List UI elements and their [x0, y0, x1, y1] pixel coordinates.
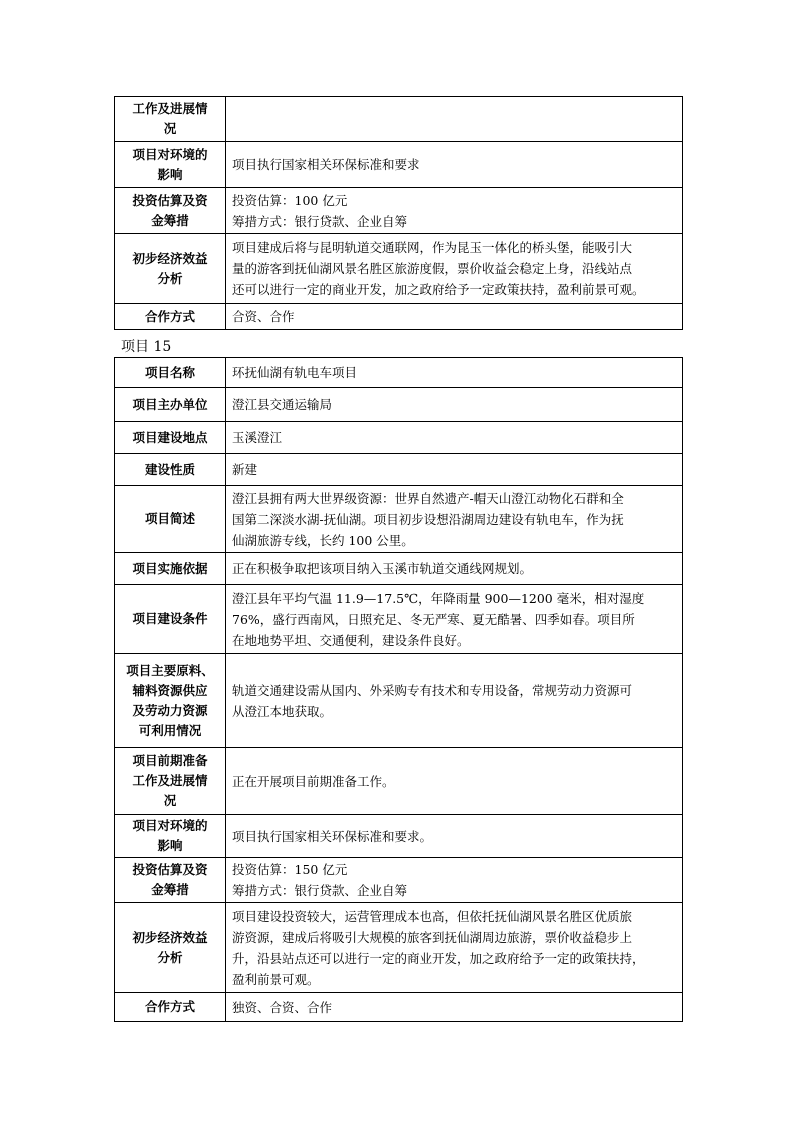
row-label-line: 金筹措: [151, 882, 189, 897]
table-row: [115, 486, 683, 553]
row-label: [115, 553, 226, 585]
row-value-line: 还可以进行一定的商业开发，加之政府给予一定政策扶持，盈利前景可观。: [232, 282, 645, 297]
row-value-line: 环抚仙湖有轨电车项目: [232, 365, 358, 380]
row-value: [226, 97, 683, 142]
row-value: [226, 654, 683, 748]
table-row: [115, 748, 683, 815]
row-value-line: 在地地势平坦、交通便利，建设条件良好。: [232, 632, 470, 648]
row-value: [226, 142, 683, 188]
row-value-line: 澄江县交通运输局: [232, 397, 333, 412]
row-label: [115, 993, 226, 1022]
row-label-line: 建设性质: [144, 461, 195, 477]
row-value-line: 项目建设投资较大，运营管理成本也高，但依托抚仙湖风景名胜区优质旅: [232, 908, 633, 924]
row-label-line: 项目对环境的: [132, 146, 208, 162]
row-label-line: 项目主要原料、: [126, 662, 214, 678]
table-row: [115, 142, 683, 188]
row-value-line: 正在积极争取把该项目纳入玉溪市轨道交通线网规划。: [232, 561, 533, 576]
row-value-line: 澄江县拥有两大世界级资源：世界自然遗产-帽天山澄江动物化石群和全: [232, 490, 624, 506]
row-value-line: 项目建成后将与昆明轨道交通联网，作为昆玉一体化的桥头堡，能吸引大: [232, 240, 633, 255]
row-value-line: 正在开展项目前期准备工作。: [232, 773, 395, 789]
row-label: [115, 358, 226, 388]
row-label-line: 初步经济效益: [132, 250, 208, 266]
row-label-line: 项目名称: [144, 364, 195, 380]
table-row: [115, 97, 683, 142]
table-row: [115, 993, 683, 1022]
row-value: [226, 388, 683, 422]
row-value-line: 量的游客到抚仙湖风景名胜区旅游度假，票价收益会稳定上身，沿线站点: [232, 261, 633, 276]
row-value: [226, 358, 683, 388]
row-label-line: 况: [163, 793, 177, 808]
row-value-line: 筹措方式：银行贷款、企业自筹: [232, 883, 408, 898]
row-value-line: 澄江县年平均气温 11.9—17.5℃，年降雨量 900—1200 毫米，相对湿度: [232, 590, 645, 606]
row-value: [226, 486, 683, 553]
row-label-line: 分析: [157, 949, 183, 965]
table-row: [115, 358, 683, 388]
row-value: [226, 748, 683, 815]
table-row: [115, 454, 683, 486]
row-value: [226, 815, 683, 858]
project-15-table: [114, 357, 683, 1022]
row-value-line: 新建: [232, 462, 258, 477]
row-label-line: 工作及进展情: [132, 773, 208, 788]
table-row: [115, 388, 683, 422]
row-label: [115, 903, 226, 993]
row-value-line: 筹措方式：银行贷款、企业自筹: [232, 213, 408, 229]
row-value-line: 仙湖旅游专线，长约 100 公里。: [232, 532, 414, 548]
row-value-line: 合资、合作: [232, 309, 295, 324]
row-label-line: 影响: [157, 166, 183, 182]
row-label-line: 合作方式: [144, 308, 195, 324]
row-value: [226, 553, 683, 585]
row-label-line: 项目建设地点: [132, 429, 208, 445]
row-label-line: 项目前期准备: [132, 753, 208, 768]
row-label: [115, 97, 226, 142]
row-value-line: 76%，盛行西南风，日照充足、冬无严寒、夏无酷暑、四季如春。项目所: [232, 611, 635, 627]
row-label: [115, 858, 226, 903]
row-label: [115, 422, 226, 454]
table-row: [115, 304, 683, 330]
row-value-line: 从澄江本地获取。: [232, 703, 333, 719]
row-label: [115, 388, 226, 422]
row-label-line: 及劳动力资源: [132, 702, 208, 718]
row-label: [115, 234, 226, 304]
row-value: [226, 188, 683, 234]
row-label-line: 项目建设条件: [132, 611, 208, 626]
row-value: [226, 858, 683, 903]
row-value: [226, 304, 683, 330]
row-label-line: 可利用情况: [138, 722, 202, 738]
table-row: [115, 903, 683, 993]
row-label-line: 项目简述: [144, 511, 195, 526]
row-value-line: 国第二深淡水湖-抚仙湖。项目初步设想沿湖周边建设有轨电车，作为抚: [232, 511, 624, 527]
row-label: [115, 142, 226, 188]
row-label: [115, 748, 226, 815]
table-row: [115, 422, 683, 454]
row-label: [115, 486, 226, 553]
row-label-line: 项目对环境的: [132, 818, 208, 833]
table-row: [115, 815, 683, 858]
row-value-line: 独资、合资、合作: [232, 999, 333, 1015]
row-label: [115, 454, 226, 486]
row-label-line: 项目主办单位: [132, 396, 208, 412]
table-row: [115, 234, 683, 304]
table-row: [115, 585, 683, 654]
row-label-line: 分析: [157, 270, 183, 286]
row-label-line: 初步经济效益: [132, 929, 208, 945]
row-value-line: 项目执行国家相关环保标准和要求。: [232, 828, 433, 844]
table-row: [115, 553, 683, 585]
row-label: [115, 815, 226, 858]
row-value-line: 玉溪澄江: [232, 430, 283, 445]
row-label-line: 影响: [157, 838, 183, 853]
row-value-line: 游资源，建成后将吸引大规模的旅客到抚仙湖周边旅游，票价收益稳步上: [232, 929, 633, 945]
row-value-line: 盈利前景可观。: [232, 971, 320, 987]
table-row: [115, 188, 683, 234]
row-label-line: 辅料资源供应: [132, 682, 208, 698]
row-value: [226, 454, 683, 486]
row-value: [226, 903, 683, 993]
row-value: [226, 585, 683, 654]
row-value: [226, 422, 683, 454]
row-label-line: 项目实施依据: [132, 560, 208, 576]
row-value-line: 项目执行国家相关环保标准和要求: [232, 157, 420, 172]
row-label: [115, 188, 226, 234]
row-label-line: 投资估算及资: [132, 192, 208, 208]
section-title: 项目 15: [121, 339, 172, 355]
row-label-line: 合作方式: [144, 999, 195, 1014]
row-label-line: 投资估算及资: [132, 862, 208, 877]
table-row: [115, 858, 683, 903]
row-value-line: 投资估算：150 亿元: [232, 862, 348, 877]
table-row: [115, 654, 683, 748]
row-label: [115, 304, 226, 330]
row-value-line: 投资估算：100 亿元: [232, 192, 348, 208]
row-value: [226, 993, 683, 1022]
row-value-line: 升，沿县站点还可以进行一定的商业开发，加之政府给予一定的政策扶持，: [232, 950, 645, 966]
top-info-table: [114, 96, 683, 330]
row-value-line: 轨道交通建设需从国内、外采购专有技术和专用设备，常规劳动力资源可: [232, 682, 633, 698]
row-label: [115, 585, 226, 654]
row-label-line: 工作及进展情: [132, 101, 208, 116]
row-label: [115, 654, 226, 748]
row-value: [226, 234, 683, 304]
row-label-line: 况: [163, 121, 177, 136]
row-label-line: 金筹措: [151, 212, 189, 228]
